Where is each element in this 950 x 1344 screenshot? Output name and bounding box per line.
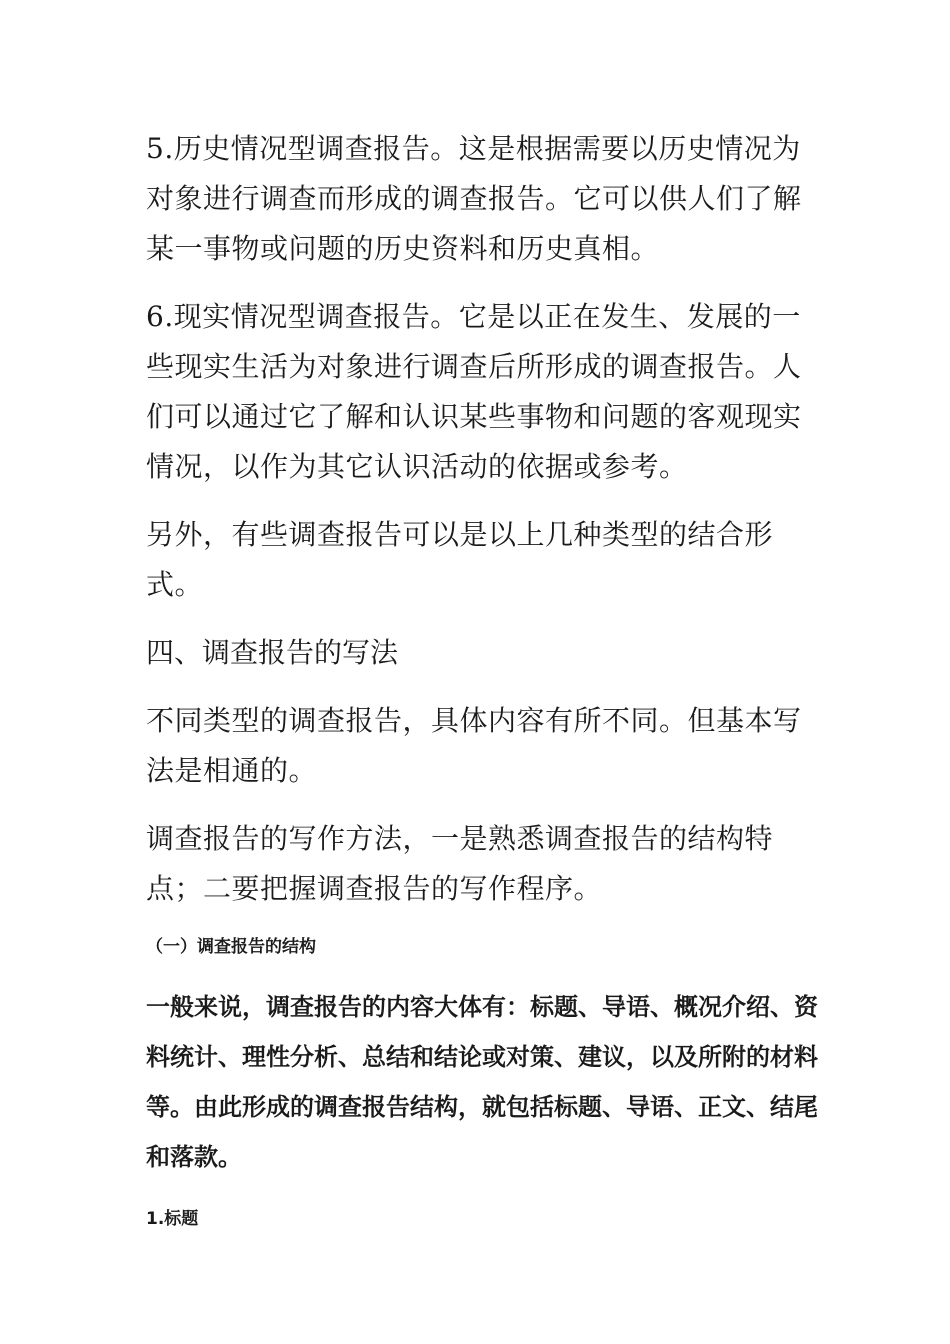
paragraph-historical-report: 5.历史情况型调查报告。这是根据需要以历史情况为对象进行调查而形成的调查报告。它可以供人们了解某一事物或问题的历史资料和历史真相。 [146, 132, 802, 265]
document-page [146, 124, 826, 1234]
paragraph-combination: 另外，有些调查报告可以是以上几种类型的结合形式。 [146, 518, 774, 601]
section-heading: 四、调查报告的写法 [146, 636, 399, 669]
subheading-title: 1.标题 [146, 1209, 199, 1229]
subheading-structure: （一）调查报告的结构 [146, 937, 316, 957]
paragraph-writing-methods: 调查报告的写作方法，一是熟悉调查报告的结构特点；二要把握调查报告的写作程序。 [146, 822, 774, 905]
paragraph-writing-methods-intro: 不同类型的调查报告，具体内容有所不同。但基本写法是相通的。 [146, 704, 802, 787]
paragraph-structure: 一般来说，调查报告的内容大体有：标题、导语、概况介绍、资料统计、理性分析、总结和结论或对策、建议，以及所附的材料等。由此形成的调查报告结构，就包括标题、导语、正文、结尾和落款。 [146, 993, 818, 1171]
paragraph-current-report: 6.现实情况型调查报告。它是以正在发生、发展的一些现实生活为对象进行调查后所形成的调查报告。人们可以通过它了解和认识某些事物和问题的客观现实情况，以作为其它认识活动的依据或参考。 [146, 300, 802, 483]
